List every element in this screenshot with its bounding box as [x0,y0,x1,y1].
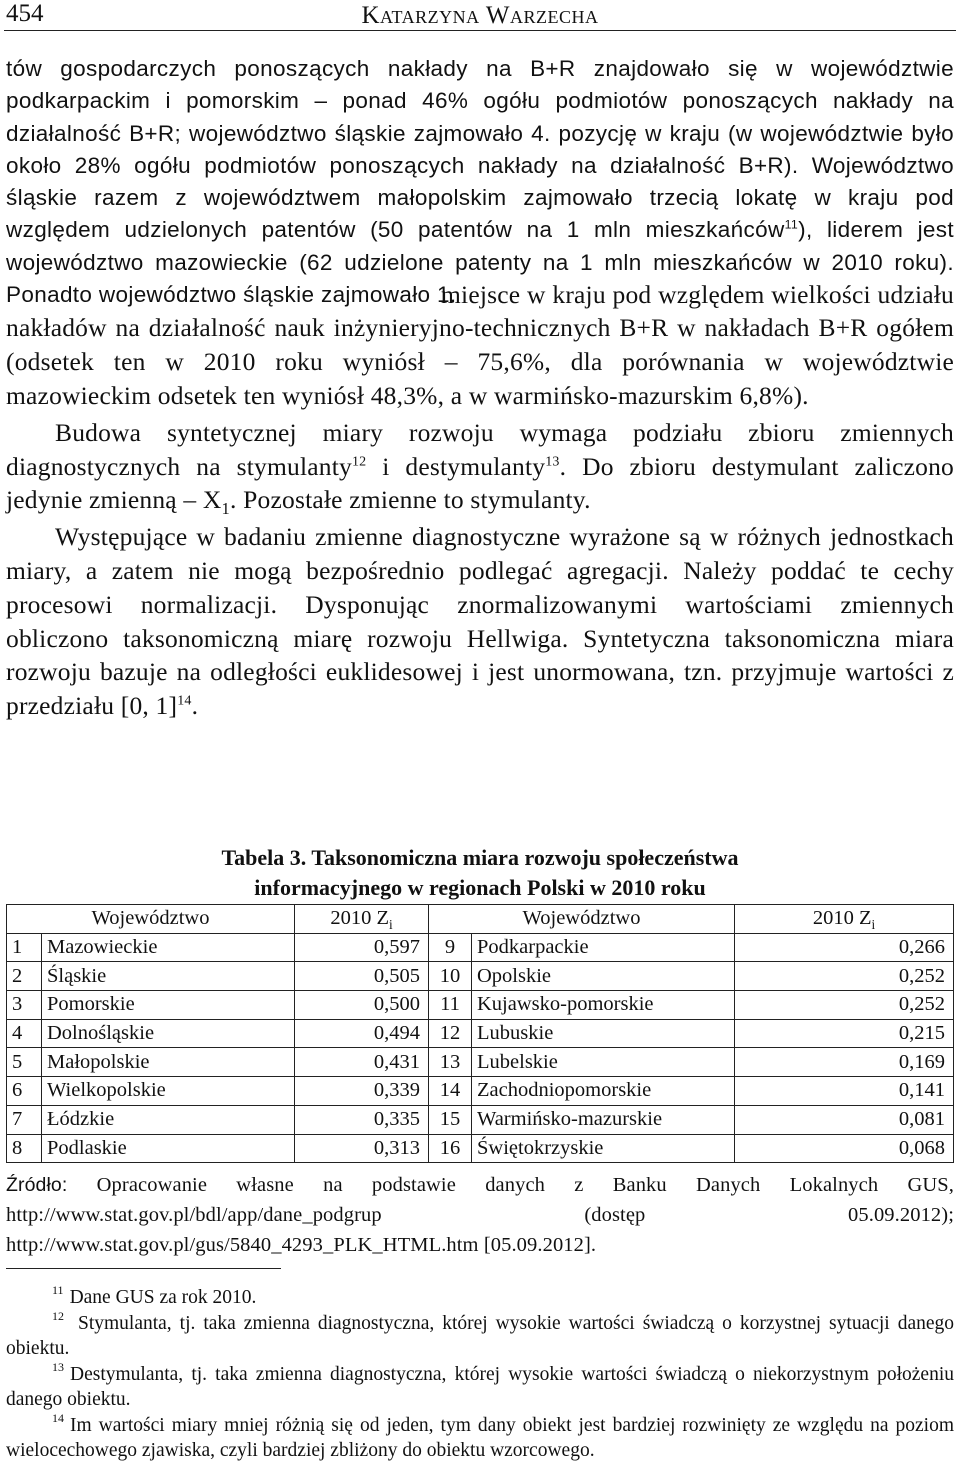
table-row [7,1134,954,1163]
value-cell: 0,141 [735,1077,954,1106]
value-cell: 0,068 [735,1134,954,1163]
region-name-cell: Podlaskie [42,1134,295,1163]
rank-cell: 5 [7,1048,42,1077]
region-name-cell: Lubuskie [472,1019,735,1048]
rank-cell: 13 [429,1048,472,1077]
source-label: Źródło: [6,1174,68,1196]
footnote-ref-13: 13 [545,454,560,470]
taxonomic-measure-table [6,904,954,1163]
region-name-cell: Małopolskie [42,1048,295,1077]
table-caption: Tabela 3. Taksonomiczna miara rozwoju społeczeństwa informacyjnego w regionach Polski w 2010 roku [221,845,739,900]
paragraph-3: Występujące w badaniu zmienne diagnostyczne wyrażone są w różnych jednostkach miary, a zatem nie mogą bezpośrednio podlegać agregacji. Należy poddać te cechy procesowi normalizacji. Dysponując znormalizowanymi wartościami zmiennych obliczono taksonomiczną miarę rozwoju Hellwiga. Syntetyczna taksonomiczna miara rozwoju bazuje na odległości euklidesowej i jest unormowana, tzn. przyjmuje wartości z przedziału [0, 1]$^{14}$. [6,522,954,721]
table-source-note [6,1170,954,1260]
footnote-14: $^{14}$ Im wartości miary mniej różnią się od jeden, tym dany obiekt jest bardziej rozwinięty ze względu na poziom wielocechowego zjawiska, czyli bardziej zbliżony do obiektu wzorcowego. [6,1410,954,1461]
rank-cell: 11 [429,991,472,1020]
region-name-cell: Zachodniopomorskie [472,1077,735,1106]
rank-cell: 7 [7,1105,42,1134]
footnote-ref-14: 14 [177,693,192,709]
rank-cell: 16 [429,1134,472,1163]
rank-cell: 3 [7,991,42,1020]
region-name-cell: Podkarpackie [472,933,735,962]
footnote-separator [6,1268,281,1269]
rank-cell: 6 [7,1077,42,1106]
region-name-cell: Opolskie [472,962,735,991]
table-row [7,962,954,991]
value-cell: 0,335 [295,1105,429,1134]
footnotes [6,1285,954,1464]
footnote-11: $^{11}$ Dane GUS za rok 2010. [52,1283,257,1308]
table-header-row [7,905,954,934]
table-row [7,1048,954,1077]
value-cell: 0,266 [735,933,954,962]
value-cell: 0,494 [295,1019,429,1048]
rank-cell: 9 [429,933,472,962]
paragraph-1a: tów gospodarczych ponoszących nakłady na B+R znajdowało się w województwie podkarpackim i pomorskim – ponad 46% ogółu podmiotów ponoszących nakłady na działalność B+R; województwo śląskie zajmowało 4. pozycję w kraju (w województwie było około 28% ogółu podmiotów ponoszących nakłady na działalność B+R). Województwo śląskie razem z województwem małopolskim zajmowało trzecią lokatę w kraju pod względem udzielonych patentów (50 patentów na 1 mln mieszkańców$^{11}$), liderem jest województwo mazowieckie (62 udzielone patenty na 1 mln mieszkańców w 2010 roku). Ponadto województwo śląskie zajmowało 1. [6,56,954,308]
region-name-cell: Kujawsko-pomorskie [472,991,735,1020]
value-cell: 0,505 [295,962,429,991]
footnote-ref-12: 12 [351,454,367,470]
table-row [7,991,954,1020]
column-header-value-left: 2010 $Z_i$ [295,905,429,934]
value-cell: 0,215 [735,1019,954,1048]
region-name-cell: Świętokrzyskie [472,1134,735,1163]
value-cell: 0,500 [295,991,429,1020]
region-name-cell: Pomorskie [42,991,295,1020]
region-name-cell: Śląskie [42,962,295,991]
region-name-cell: Wielkopolskie [42,1077,295,1106]
rank-cell: 14 [429,1077,472,1106]
table-row [7,1077,954,1106]
value-cell: 0,597 [295,933,429,962]
footnote-13: $^{13}$ Destymulanta, tj. taka zmienna diagnostyczna, której wysokie wartości świadczą o niekorzystnym położeniu danego obiektu. [6,1359,954,1410]
value-cell: 0,431 [295,1048,429,1077]
footnote-ref-11: 11 [784,217,799,232]
body-text [6,53,954,723]
value-cell: 0,339 [295,1077,429,1106]
rank-cell: 1 [7,933,42,962]
value-cell: 0,313 [295,1134,429,1163]
running-header-author: KATARZYNA WARZECHA [361,2,599,29]
rank-cell: 8 [7,1134,42,1163]
table-row [7,1105,954,1134]
rank-cell: 15 [429,1105,472,1134]
table-row [7,933,954,962]
region-name-cell: Lubelskie [472,1048,735,1077]
region-name-cell: Dolnośląskie [42,1019,295,1048]
table-row [7,1019,954,1048]
paragraph-1b: miejsce w kraju pod względem wielkości udziału nakładów na działalność nauk inżynieryjno-technicznych B+R w nakładach B+R ogółem (odsetek ten w 2010 roku wyniósł – 75,6%, dla porównania w województwie mazowieckim odsetek ten wyniósł 48,3%, a w warmińsko-mazurskim 6,8%). [6,279,954,410]
running-header [4,0,956,31]
page-number: 454 [6,0,44,27]
column-header-value-right: 2010 $Z_i$ [735,905,954,934]
rank-cell: 4 [7,1019,42,1048]
paragraph-2: Budowa syntetycznej miary rozwoju wymaga podziału zbioru zmiennych diagnostycznych na stymulanty$^{12}$ i destymulanty$^{13}$. Do zbioru destymulant zaliczono jedynie zmienną – $X_1$. Pozostałe zmienne to stymulanty. [6,417,954,519]
rank-cell: 12 [429,1019,472,1048]
region-name-cell: Warmińsko-mazurskie [472,1105,735,1134]
value-cell: 0,169 [735,1048,954,1077]
footnote-12: $^{12}$ Stymulanta, tj. taka zmienna diagnostyczna, której wysokie wartości świadczą o korzystnej sytuacji danego obiektu. [6,1308,954,1359]
rank-cell: 10 [429,962,472,991]
column-header-region-right: Województwo [429,905,735,934]
value-cell: 0,252 [735,962,954,991]
region-name-cell: Mazowieckie [42,933,295,962]
value-cell: 0,252 [735,991,954,1020]
region-name-cell: Łódzkie [42,1105,295,1134]
value-cell: 0,081 [735,1105,954,1134]
source-text: Opracowanie własne na podstawie danych z Banku Danych Lokalnych GUS, http://www.stat.gov.pl/bdl/app/dane_podgrup (dostęp 05.09.2012); http://www.stat.gov.pl/gus/5840_4293_PLK_HTML.htm [05.09.2012]. [6,1174,954,1256]
column-header-region-left: Województwo [7,905,295,934]
rank-cell: 2 [7,962,42,991]
